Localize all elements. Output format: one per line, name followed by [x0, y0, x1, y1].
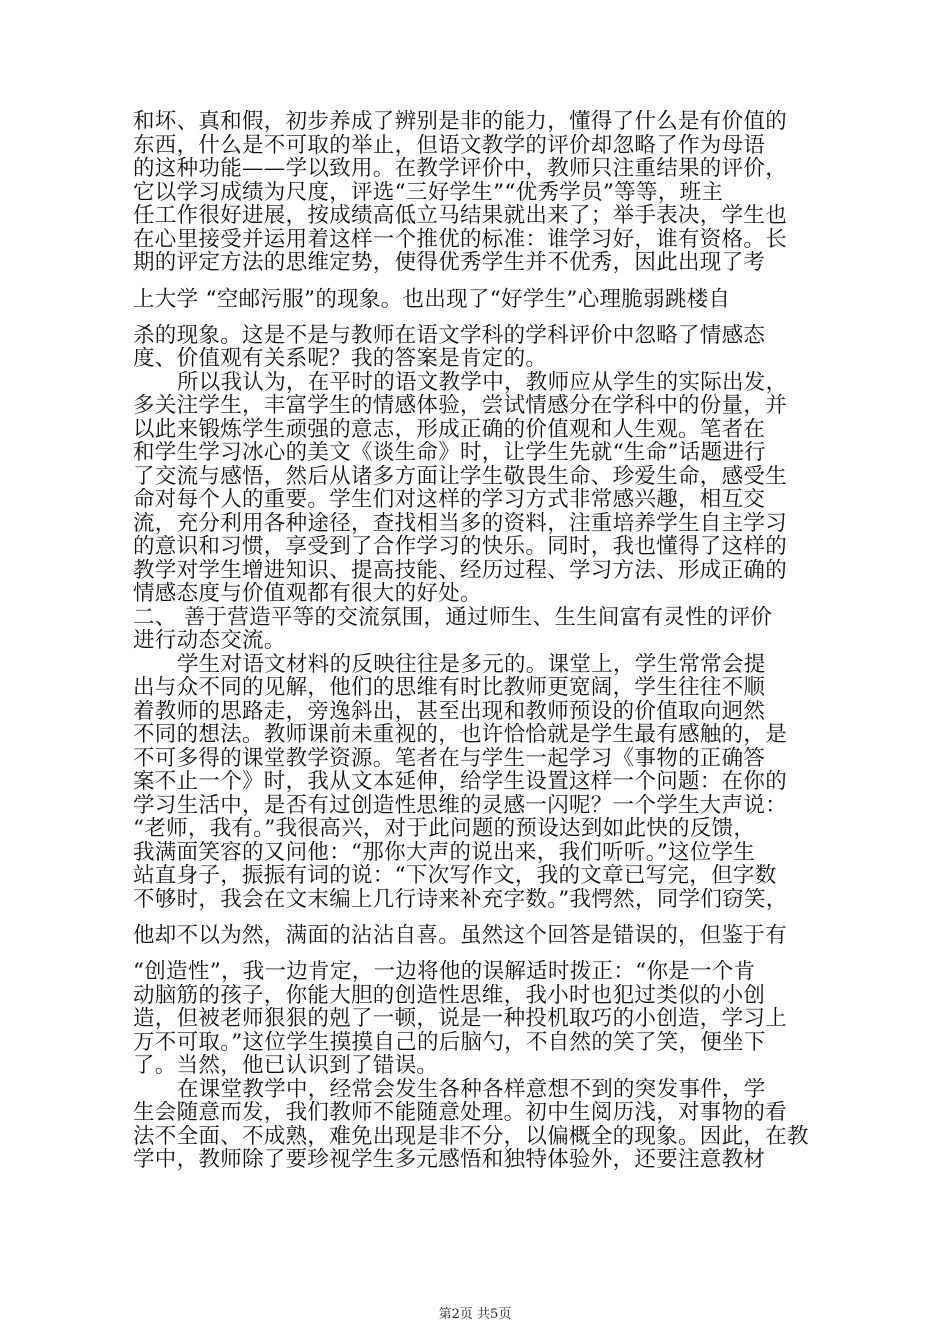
text-line: 流，充分利用各种途径，查找相当多的资料，注重培养学生自主学习	[133, 511, 788, 535]
text-line: 造，但被老师狠狠的剋了一顿，说是一种投机取巧的小创造，学习上	[133, 1007, 788, 1031]
text-line: 着教师的思路走，旁逸斜出，甚至出现和教师预设的价值取向迥然	[133, 699, 766, 723]
text-line: 以此来锻炼学生顽强的意志，形成正确的价值观和人生观。笔者在	[133, 417, 766, 441]
text-line: 学习生活中，是否有过创造性思维的灵感一闪呢？一个学生大声说：	[133, 793, 788, 817]
text-line: 它以学习成绩为尺度，评选“三好学生”“优秀学员”等等，班主	[133, 180, 724, 204]
text-line: 动脑筋的孩子，你能大胆的创造性思维，我小时也犯过类似的小创	[133, 983, 766, 1007]
text-line: 不够时，我会在文末编上几行诗来补充字数。”我愕然，同学们窃笑，	[133, 887, 788, 911]
text-line: “创造性”，我一边肯定，一边将他的误解适时拨正：“你是一个肯	[133, 960, 756, 984]
text-line: 在课堂教学中，经常会发生各种各样意想不到的突发事件，学	[177, 1077, 766, 1101]
paragraph	[133, 110, 823, 371]
document-body	[133, 110, 823, 1172]
text-line: 杀的现象。这是不是与教师在语文学科的学科评价中忽略了情感态	[133, 323, 766, 347]
paragraph	[133, 1078, 823, 1172]
text-line: 的意识和习惯，享受到了合作学习的快乐。同时，我也懂得了这样的	[133, 535, 788, 559]
text-line: 度、价值观有关系呢？我的答案是肯定的。	[133, 347, 548, 371]
text-line: 不可多得的课堂教学资源。笔者在与学生一起学习《事物的正确答	[133, 746, 766, 770]
text-line: 和坏、真和假，初步养成了辨别是非的能力，懂得了什么是有价值的	[133, 110, 788, 134]
paragraph	[133, 371, 823, 606]
text-line: 站直身子，振振有词的说：“下次写作文，我的文章已写完，但字数	[133, 864, 777, 888]
text-line: 不同的想法。教师课前未重视的，也许恰恰就是学生最有感触的，是	[133, 723, 788, 747]
heading-line: 二、 善于营造平等的交流氛围，通过师生、生生间富有灵性的评价	[133, 605, 773, 629]
heading-line: 进行动态交流。	[133, 629, 286, 653]
text-line: 学中，教师除了要珍视学生多元感悟和独特体验外，还要注意教材	[133, 1148, 766, 1172]
text-line: 了交流与感悟，然后从诸多方面让学生敬畏生命、珍爱生命，感受生	[133, 464, 788, 488]
text-line: 出与众不同的见解，他们的思维有时比教师更宽阔，学生往往不顺	[133, 676, 766, 700]
text-line: 我满面笑容的又问他：“那你大声的说出来，我们听听。”这位学生	[133, 840, 756, 864]
text-line: 教学对学生增进知识、提高技能、经历过程、学习方法、形成正确的	[133, 558, 788, 582]
text-line: 和学生学习冰心的美文《谈生命》时，让学生先就“生命”话题进行	[133, 441, 766, 465]
text-line: 任工作很好进展，按成绩高低立马结果就出来了；举手表决，学生也	[133, 204, 788, 228]
page-number-footer: 第2页 共5页	[438, 1307, 512, 1322]
text-line: 法不全面、不成熟，难免出现是非不分，以偏概全的现象。因此，在教	[133, 1124, 809, 1148]
text-line: 所以我认为，在平时的语文教学中，教师应从学生的实际出发，	[177, 370, 788, 394]
text-line: 万不可取。”这位学生摸摸自己的后脑勺，不自然的笑了笑，便坐下	[133, 1030, 766, 1054]
text-line: 东西，什么是不可取的举止，但语文教学的评价却忽略了作为母语	[133, 133, 766, 157]
text-line: 他却不以为然，满面的沾沾自喜。虽然这个回答是错误的，但鉴于有	[133, 923, 788, 948]
text-line: 的这种功能——学以致用。在教学评价中，教师只注重结果的评价，	[133, 157, 788, 181]
text-line: 期的评定方法的思维定势，使得优秀学生并不优秀，因此出现了考	[133, 251, 766, 275]
text-line: 命对每个人的重要。学生们对这样的学习方式非常感兴趣，相互交	[133, 488, 766, 512]
text-line: 在心里接受并运用着这样一个推优的标准：谁学习好，谁有资格。长	[133, 227, 788, 251]
text-line: “老师，我有。”我很高兴，对于此问题的预设达到如此快的反馈，	[133, 817, 756, 841]
text-line: 多关注学生，丰富学生的情感体验，尝试情感分在学科中的份量，并	[133, 394, 788, 418]
text-line: 了。当然，他已认识到了错误。	[133, 1054, 439, 1078]
section-heading	[133, 606, 823, 653]
paragraph	[133, 653, 823, 1078]
text-line: 上大学 “空邮污服”的现象。也出现了“好学生”心理脆弱跳楼自	[133, 286, 731, 312]
text-line: 情感态度与价值观都有很大的好处。	[133, 582, 482, 606]
text-line: 学生对语文材料的反映往往是多元的。课堂上，学生常常会提	[177, 652, 766, 676]
text-line: 案不止一个》时，我从文本延伸，给学生设置这样一个问题：在你的	[133, 770, 788, 794]
text-line: 生会随意而发，我们教师不能随意处理。初中生阅历浅，对事物的看	[133, 1101, 788, 1125]
